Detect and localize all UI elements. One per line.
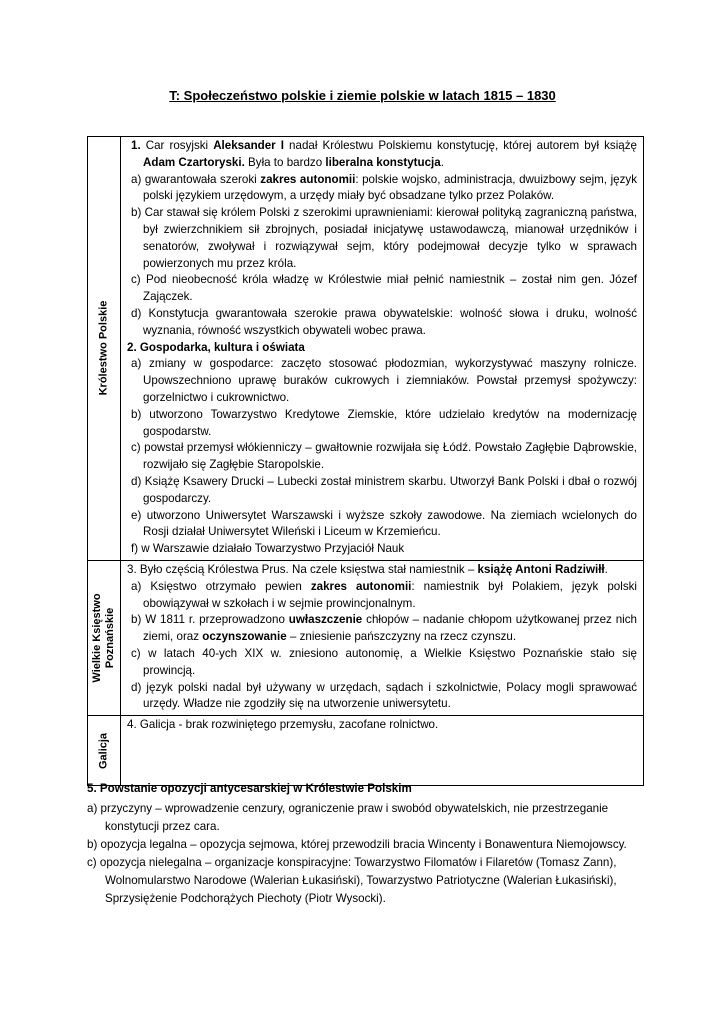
row-krolestwo [88, 137, 644, 561]
point-2e: e) utworzono Uniwersytet Warszawski i wyższe szkoły zawodowe. Na ziemiach wcielonych do Rosji działał Uniwersytet Wileński i Liceum w Krzemieńcu. [131, 508, 637, 539]
point-3a: a) Księstwo otrzymało pewien zakres autonomii: namiestnik był Polakiem, język polski obowiązywał w szkołach i w sejmie prowincjonalnym. [131, 579, 637, 610]
point-2f: f) w Warszawie działało Towarzystwo Przyjaciół Nauk [131, 542, 405, 556]
section-5a: a) przyczyny – wprowadzenie cenzury, ograniczenie praw i swobód obywatelskich, nie przestrzeganie konstytucji przez cara. [87, 802, 609, 833]
content-poznanskie [121, 560, 644, 715]
point-4: 4. Galicja - brak rozwiniętego przemysłu, zacofane rolnictwo. [127, 718, 439, 732]
point-1b: b) Car stawał się królem Polski z szerokimi uprawnieniami: kierował polityką zagraniczną państwa, był zwierzchnikiem sił zbrojnych, posiadał inicjatywę ustawodawczą, mianował urzędników i senatorów, zwoływał i rozwiązywał sejm, który podejmował decyzje tylko w sprawach powierzonych mu przez króla. [131, 206, 637, 270]
side-label-cell [88, 716, 121, 786]
content-galicja [121, 716, 644, 786]
side-label-poznanskie: Wielkie Księstwo Poznańskie [91, 593, 116, 683]
section-5c: c) opozycja nielegalna – organizacje konspiracyjne: Towarzystwo Filomatów i Filaretów (Tomasz Zann), Wolnomularstwo Narodowe (Walerian Łukasiński), Towarzystwo Patriotyczne (Walerian Łukasiński), Sprzysiężenie Podchorążych Piechoty (Piotr Wysocki). [87, 856, 617, 905]
point-2a: a) zmiany w gospodarce: zaczęto stosować płodozmian, wykorzystywać maszyny rolnicze. Upowszechniono uprawę buraków cukrowych i ziemniaków. Powstał przemysł spożywczy: gorzelnictwo i cukrownictwo. [131, 357, 637, 404]
point-1: 1. Car rosyjski Aleksander I nadał Królestwu Polskiemu konstytucję, której autorem był książę Adam Czartoryski. Była to bardzo liberalna konstytucja. [131, 139, 637, 169]
point-2-heading: 2. Gospodarka, kultura i oświata [127, 340, 305, 354]
point-3c: c) w latach 40-ych XIX w. zniesiono autonomię, a Wielkie Księstwo Poznańskie stało się prowincją. [131, 646, 637, 677]
page-title: T: Społeczeństwo polskie i ziemie polskie w latach 1815 – 1830 [169, 88, 556, 103]
side-label-galicja: Galicja [97, 732, 110, 769]
content-krolestwo [121, 137, 644, 561]
row-galicja [88, 716, 644, 786]
section-5-heading: 5. Powstanie opozycji antycesarskiej w Królestwie Polskim [87, 782, 412, 795]
topics-table [87, 136, 644, 786]
row-poznanskie [88, 560, 644, 715]
point-1c: c) Pod nieobecność króla władzę w Królestwie miał pełnić namiestnik – został nim gen. Józef Zajączek. [131, 273, 637, 304]
point-3b: b) W 1811 r. przeprowadzono uwłaszczenie chłopów – nadanie chłopom użytkowanej przez nich ziemi, oraz oczynszowanie – zniesienie pańszczyzny na rzecz czynszu. [131, 613, 637, 644]
point-1d: d) Konstytucja gwarantowała szerokie prawa obywatelskie: wolność słowa i druku, wolność wyznania, równość wszystkich obywateli wobec prawa. [131, 306, 637, 337]
point-3: 3. Było częścią Królestwa Prus. Na czele księstwa stał namiestnik – książę Antoni Radziwiłł. [127, 562, 608, 576]
point-2d: d) Książę Ksawery Drucki – Lubecki został ministrem skarbu. Utworzył Bank Polski i dbał o rozwój gospodarczy. [131, 474, 637, 505]
side-label-krolestwo: Królestwo Polskie [97, 301, 110, 396]
section-5b: b) opozycja legalna – opozycja sejmowa, której przewodzili bracia Wincenty i Bonawentura Niemojowscy. [87, 838, 627, 851]
point-2b: b) utworzono Towarzystwo Kredytowe Ziemskie, które udzielało kredytów na modernizację gospodarstw. [131, 407, 637, 438]
point-3d: d) język polski nadal był używany w urzędach, sądach i szkolnictwie, Polacy mogli sprawować urzędy. Władze nie zgodziły się na utworzenie uniwersytetu. [131, 680, 637, 711]
point-1a: a) gwarantowała szeroki zakres autonomii: polskie wojsko, administracja, dwuizbowy sejm, język polski językiem urzędowym, a urzędy miały być obsadzane tylko przez Polaków. [131, 172, 638, 203]
side-label-cell [88, 560, 121, 715]
point-2c: c) powstał przemysł włókienniczy – gwałtownie rozwijała się Łódź. Powstało Zagłębie Dąbrowskie, rozwijało się Zagłębie Staropolskie. [131, 441, 637, 472]
section-5 [87, 780, 647, 908]
side-label-cell [88, 137, 121, 561]
